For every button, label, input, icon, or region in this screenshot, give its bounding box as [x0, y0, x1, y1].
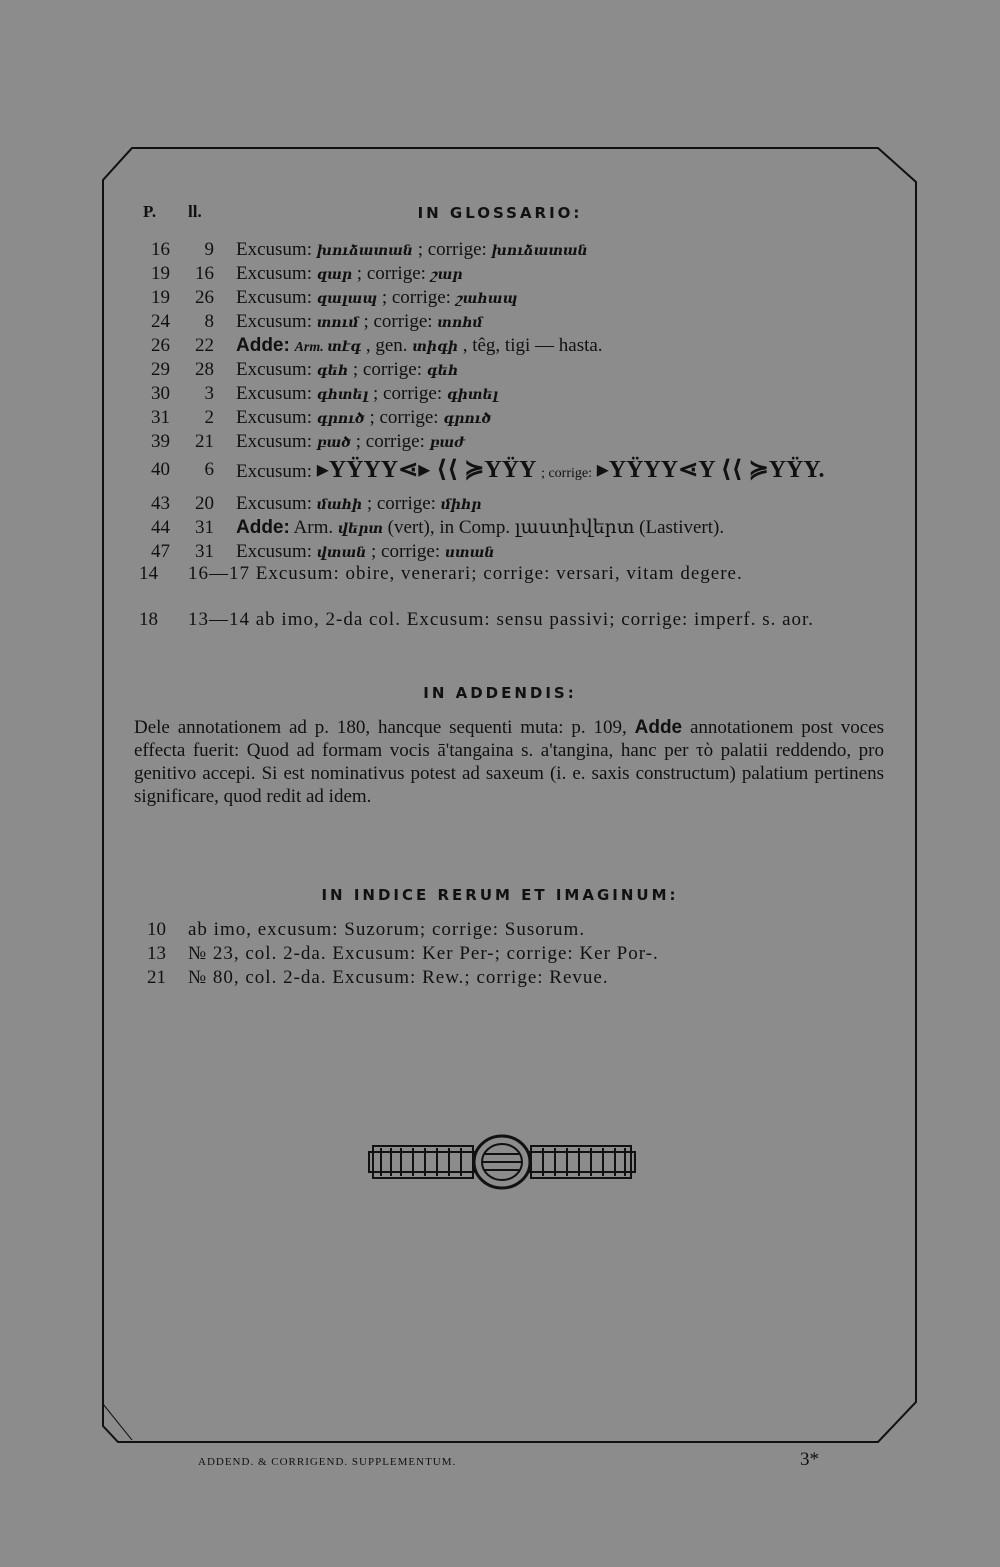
- page-number-cell: 19: [151, 263, 170, 284]
- entry-text: [236, 430, 886, 456]
- entry-text: ab imo, excusum: Suzorum; corrige: Susorum.: [188, 919, 586, 940]
- entry-wrong: մահի: [316, 498, 363, 513]
- entry-text: [236, 458, 886, 486]
- line-number-cell: 9: [204, 239, 214, 260]
- line-number-cell: 31: [195, 517, 214, 538]
- entry-right: գիտել: [446, 388, 499, 403]
- addendis-text-1: annotationem ad p. 180, hancque sequenti muta: p. 109,: [177, 717, 627, 738]
- entry-right: տոհմ: [437, 316, 483, 331]
- entry-tail: , têg, tigi — hasta.: [462, 335, 603, 356]
- entry-text: [236, 262, 886, 288]
- line-number-cell: 8: [204, 311, 214, 332]
- entry-wrong: գեհ: [316, 364, 349, 379]
- entry-body: Excusum: obire, venerari; corrige: versari, vitam degere.: [255, 563, 743, 584]
- line-number-cell: 2: [204, 407, 214, 428]
- entry-sep: ; corrige:: [352, 359, 422, 380]
- line-number-cell: 26: [195, 287, 214, 308]
- page-number-cell: 30: [151, 383, 170, 404]
- entry-right: շահապ: [455, 292, 518, 307]
- addendis-text-2: annotationem post voces effecta fuerit: Quod ad formam vocis ā'tangaina s. a'tangina, hanc per τὸ palatii reddendo, pro genitivo accepi. Si est nominativus potest ad saxeum (i. e. saxis constructum) palatium pertinens significare, quod redit ad idem.: [134, 717, 885, 807]
- entry-sep: վերտ: [337, 522, 383, 537]
- section-title-glossario: IN GLOSSARIO:: [417, 204, 583, 222]
- line-number-cell: 16—17: [188, 563, 250, 584]
- page-number-cell: 18: [139, 609, 158, 630]
- page-number-cell: 43: [151, 493, 170, 514]
- entry-lead: Excusum:: [236, 239, 312, 260]
- entry-right: ▸YŸYY⋖Y ⟨⟨ ≽YŸY.: [596, 457, 825, 483]
- entry-sep: ; corrige:: [356, 263, 426, 284]
- page-number-cell: 16: [151, 239, 170, 260]
- page-number-cell: 19: [151, 287, 170, 308]
- entry-text: [236, 358, 886, 384]
- entry-right: շար: [430, 268, 463, 283]
- entry-lead: Excusum:: [236, 359, 312, 380]
- line-number-cell: 28: [195, 359, 214, 380]
- line-number-cell: 31: [195, 541, 214, 562]
- page-number-cell: 44: [151, 517, 170, 538]
- entry-text: [236, 382, 886, 408]
- entry-text: № 80, col. 2-da. Excusum: Rew.; corrige: Revue.: [188, 967, 609, 988]
- entry-text: [236, 238, 886, 264]
- entry-wrong: զալապ: [316, 292, 378, 307]
- entry-wrong: տում: [316, 316, 359, 331]
- addendis-lead: Dele: [134, 717, 170, 738]
- entry-right: խուձատան: [491, 244, 588, 259]
- line-number-cell: 6: [204, 459, 214, 480]
- entry-sep: ; corrige:: [355, 431, 425, 452]
- page-number-cell: 29: [151, 359, 170, 380]
- line-number-cell: 22: [195, 335, 214, 356]
- entry-lead: Excusum:: [236, 263, 312, 284]
- entry-sep: ; corrige:: [541, 466, 592, 481]
- entry-wrong: խուձատան: [316, 244, 413, 259]
- line-number-cell: 16: [195, 263, 214, 284]
- entry-lead: Excusum:: [236, 541, 312, 562]
- entry-lead: Excusum:: [236, 407, 312, 428]
- addendis-paragraph: [134, 716, 884, 808]
- entry-tail: լաստիվերտ (Lastivert).: [514, 517, 725, 538]
- entry-lead: Excusum:: [236, 461, 312, 482]
- entry-right: տիգի: [412, 340, 458, 355]
- line-number-cell: 3: [204, 383, 214, 404]
- page-number-cell: 31: [151, 407, 170, 428]
- entry-text: [236, 406, 886, 432]
- entry-wrong: վտան: [316, 546, 367, 561]
- page-number-cell: 24: [151, 311, 170, 332]
- page-number-cell: 26: [151, 335, 170, 356]
- entry-text: [236, 286, 886, 312]
- entry-wrong: Arm. տէգ: [294, 340, 362, 355]
- entry-sep: ; corrige:: [371, 541, 441, 562]
- entry-right: միհր: [440, 498, 482, 513]
- entry-lead: Excusum:: [236, 383, 312, 404]
- ornament-icon: [367, 1134, 637, 1190]
- table-header: [0, 202, 1000, 228]
- entry-body: ab imo, 2-da col. Excusum: sensu passivi; corrige: imperf. s. aor.: [255, 609, 815, 630]
- line-number-cell: 13—14: [188, 609, 250, 630]
- entry-text: [236, 334, 886, 360]
- page-number: 3*: [800, 1449, 819, 1470]
- entry-wrong: զար: [316, 268, 353, 283]
- addendis-adde: Adde: [634, 717, 683, 738]
- entry-sep: ; corrige:: [366, 493, 436, 514]
- page-column-label: P.: [143, 202, 157, 221]
- page-number-cell: 47: [151, 541, 170, 562]
- entry-text: № 23, col. 2-da. Excusum: Ker Per-; corrige: Ker Por-.: [188, 943, 659, 964]
- entry-wrong: գրուծ: [316, 412, 365, 427]
- entry-wrong: գհտել: [316, 388, 369, 403]
- footer-title: ADDEND. & CORRIGEND. SUPPLEMENTUM.: [198, 1456, 457, 1468]
- line-number-cell: 20: [195, 493, 214, 514]
- entry-sep: ; corrige:: [363, 311, 433, 332]
- entry-wrong: Arm.: [293, 517, 334, 538]
- entry-text: [236, 516, 886, 542]
- entry-sep: ; corrige:: [369, 407, 439, 428]
- entry-sep: , gen.: [365, 335, 408, 356]
- entry-sep: ; corrige:: [381, 287, 451, 308]
- line-column-label: ll.: [188, 202, 202, 221]
- entry-right: (vert), in Comp.: [387, 517, 511, 538]
- page-number-cell: 40: [151, 459, 170, 480]
- entry-lead: Excusum:: [236, 311, 312, 332]
- page-number-cell: 21: [147, 967, 166, 988]
- page-number-cell: 13: [147, 943, 166, 964]
- entry-sep: ; corrige:: [373, 383, 443, 404]
- entry-text: [188, 608, 928, 632]
- entry-right: գրուծ: [443, 412, 492, 427]
- entry-lead: Excusum:: [236, 493, 312, 514]
- entry-text: [188, 562, 928, 586]
- entry-text: [236, 310, 886, 336]
- entry-wrong: բած: [316, 436, 351, 451]
- entry-right: ստան: [444, 546, 495, 561]
- page-number-cell: 14: [139, 563, 158, 584]
- entry-text: [236, 492, 886, 518]
- entry-right: գեհ: [426, 364, 459, 379]
- page-number-cell: 10: [147, 919, 166, 940]
- entry-lead: Adde:: [236, 335, 290, 356]
- line-number-cell: 21: [195, 431, 214, 452]
- entry-wrong: ▸YŸYY⋖▸ ⟨⟨ ≽YŸY: [316, 457, 537, 483]
- entry-lead: Excusum:: [236, 431, 312, 452]
- section-title-addendis: IN ADDENDIS:: [423, 684, 577, 702]
- page-number-cell: 39: [151, 431, 170, 452]
- section-title-indice: IN INDICE RERUM ET IMAGINUM:: [321, 886, 679, 904]
- entry-sep: ; corrige:: [417, 239, 487, 260]
- entry-right: բաժ: [429, 436, 465, 451]
- entry-lead: Adde:: [236, 517, 290, 538]
- entry-lead: Excusum:: [236, 287, 312, 308]
